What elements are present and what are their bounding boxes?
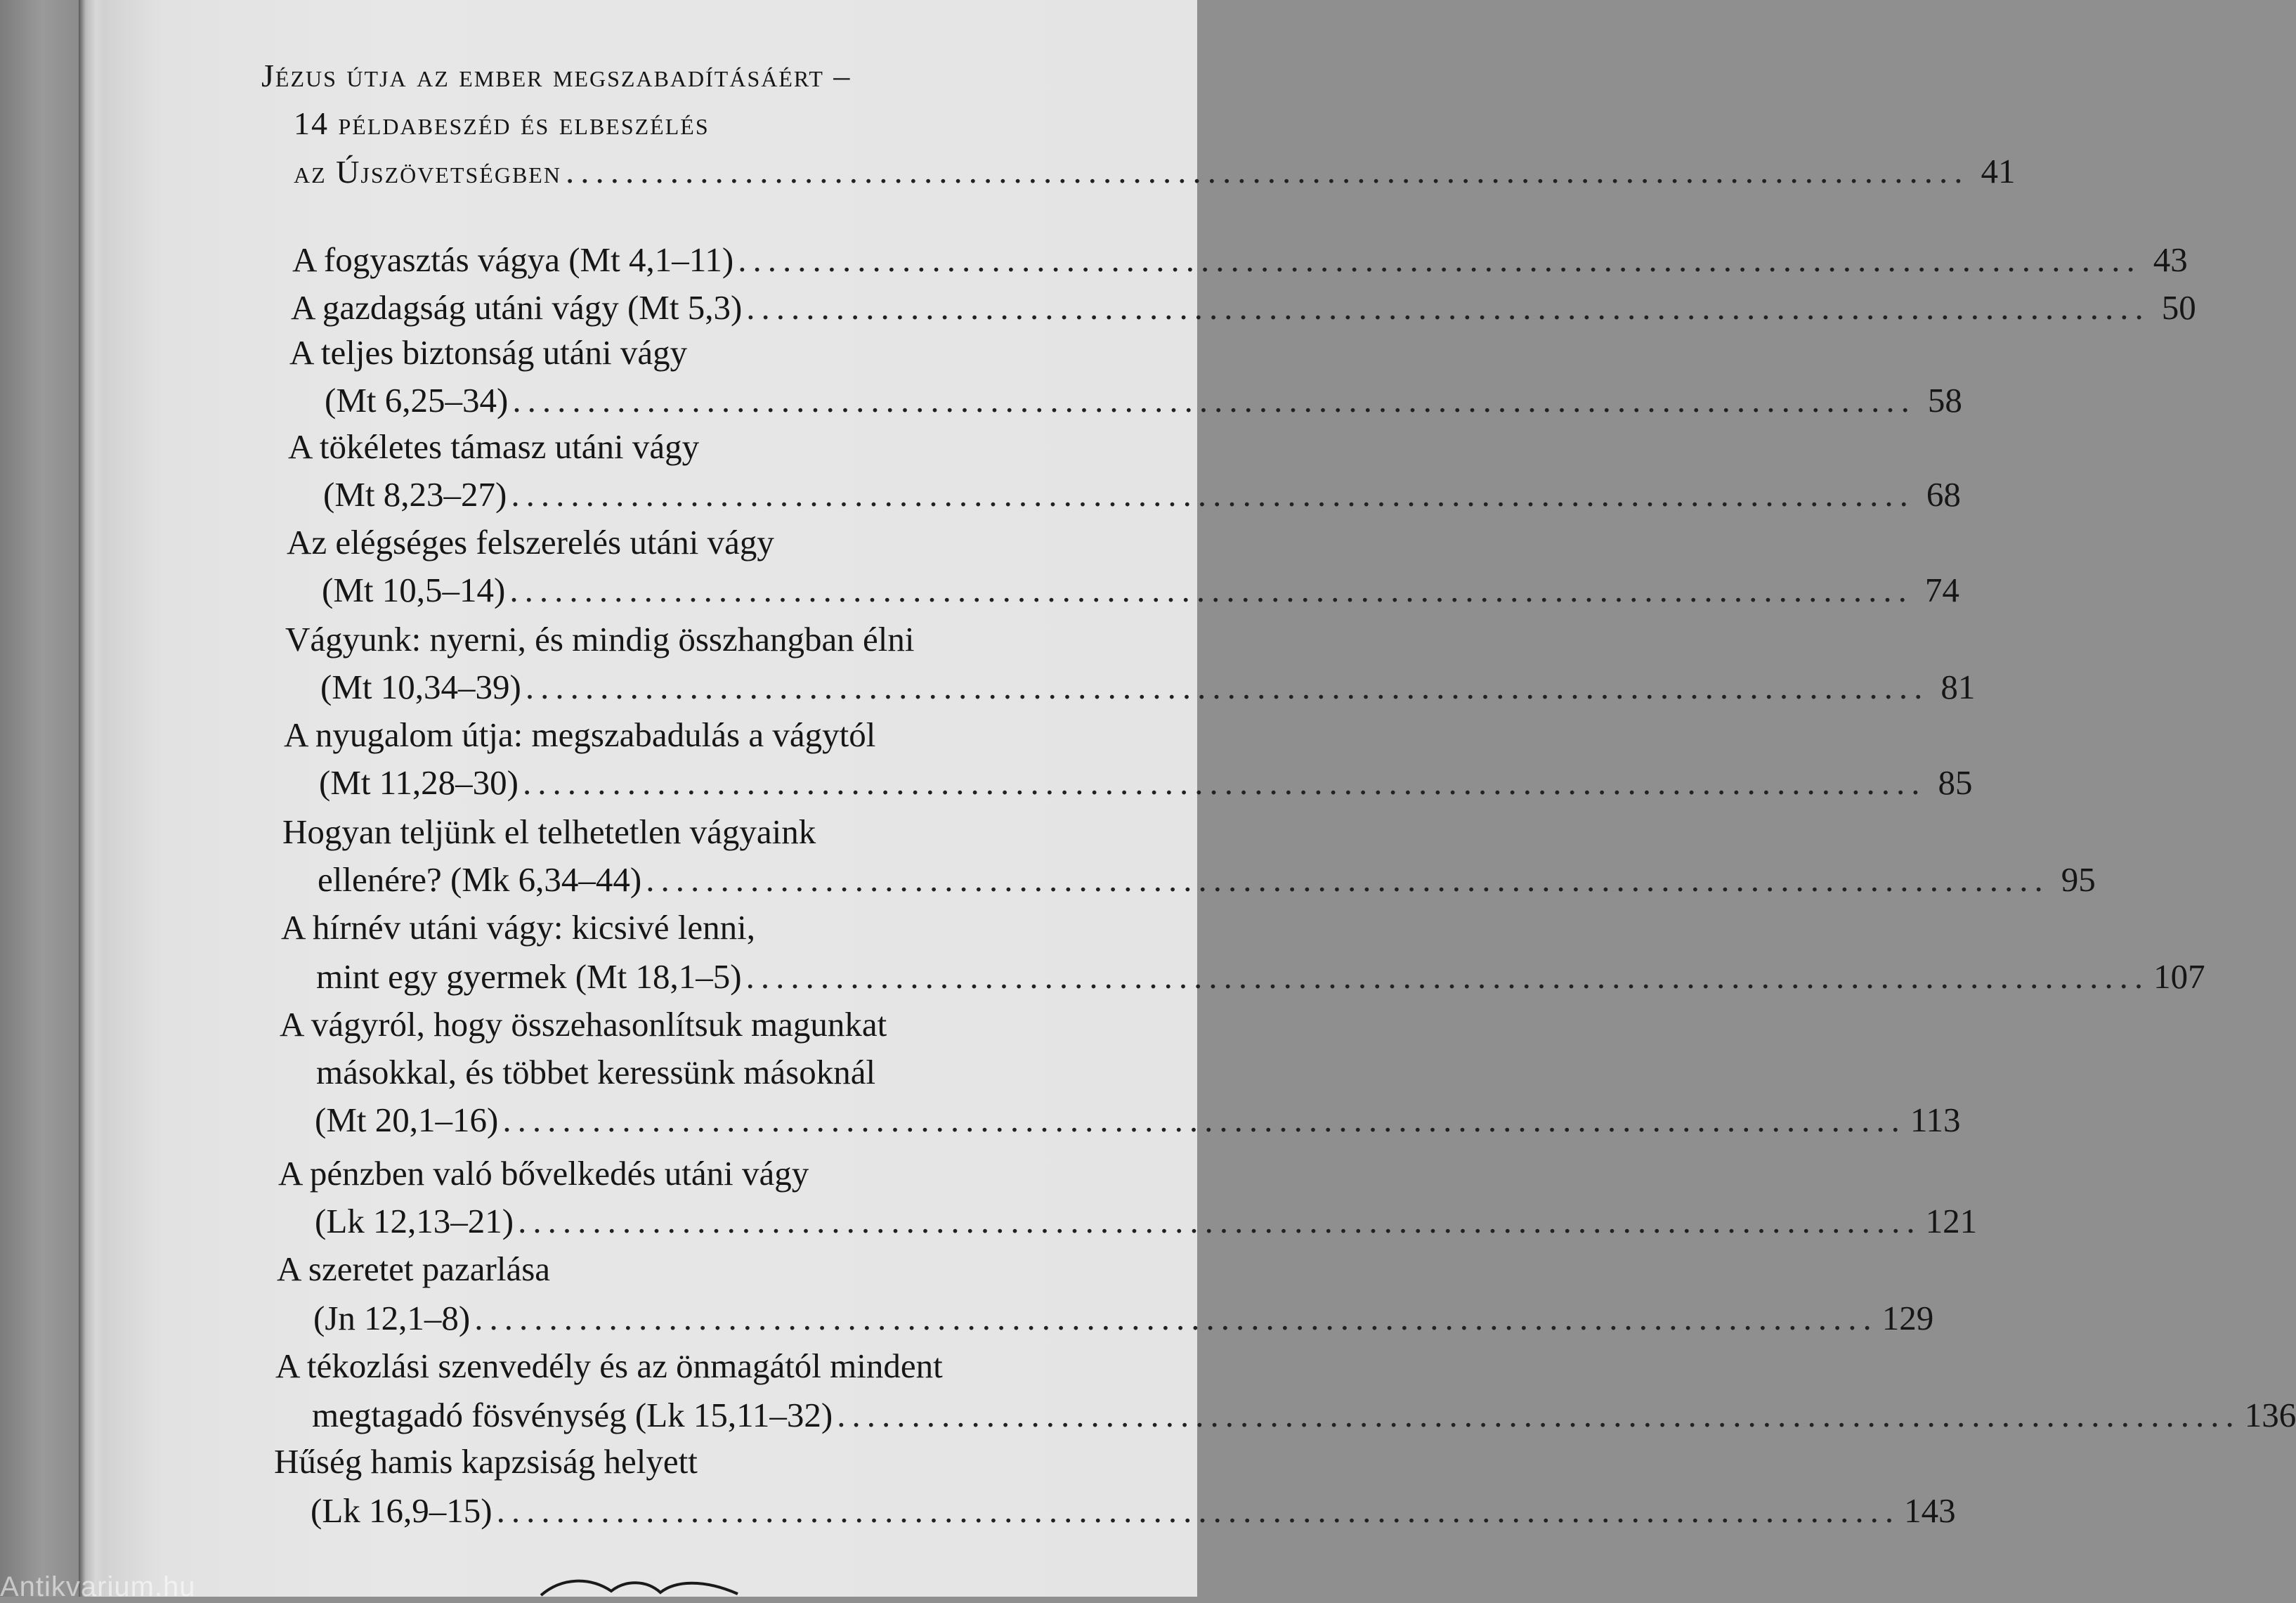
toc-entry-continuation — [318, 859, 2096, 901]
entry-title: A pénzben való bővelkedés utáni vágy — [278, 1154, 809, 1193]
entry-title: (Mt 11,28–30) — [319, 763, 518, 802]
toc-entry-continuation — [325, 379, 1962, 422]
entry-title: A gazdagság utáni vágy (Mt 5,3) — [291, 288, 743, 327]
page-number: 107 — [2153, 957, 2205, 996]
entry-title: (Lk 16,9–15) — [311, 1491, 493, 1530]
page-number: 41 — [1981, 152, 2016, 190]
entry-title: A hírnév utáni vágy: kicsivé lenni, — [281, 908, 755, 947]
toc-entry-continuation — [320, 666, 1976, 708]
leader-dots: .............................................................................................. — [474, 1299, 1878, 1337]
toc-entry-continuation — [313, 1297, 1934, 1339]
leader-dots: .............................................................................................. — [518, 1202, 1922, 1240]
leader-dots: .............................................................................................. — [738, 240, 2141, 279]
entry-title: (Mt 10,34–39) — [320, 668, 521, 706]
entry-title: (Mt 20,1–16) — [315, 1101, 499, 1139]
page-number: 136 — [2244, 1396, 2296, 1434]
entry-title: A szeretet pazarlása — [277, 1250, 551, 1288]
page-number: 50 — [2161, 288, 2196, 327]
section-heading-line — [294, 150, 2016, 193]
section-heading-text: az Újszövetségben — [294, 154, 561, 190]
leader-dots: .............................................................................................. — [837, 1396, 2240, 1434]
toc-entry — [274, 1441, 1103, 1483]
toc-entry-continuation — [315, 1200, 1978, 1242]
page-number: 113 — [1910, 1101, 1961, 1139]
entry-title: Az elégséges felszerelés utáni vágy — [287, 523, 774, 562]
entry-title: A vágyról, hogy összehasonlítsuk magunkat — [280, 1005, 887, 1044]
entry-title: A nyugalom útja: megszabadulás a vágytól — [284, 715, 876, 754]
entry-title: A tékozlási szenvedély és az önmagától mindent — [275, 1346, 943, 1385]
entry-title: megtagadó fösvénység (Lk 15,11–32) — [312, 1396, 833, 1434]
toc-entry-continuation — [316, 1051, 1103, 1093]
entry-title: másokkal, és többet keressünk másoknál — [316, 1053, 876, 1091]
leader-dots: .............................................................................................. — [565, 152, 1969, 190]
page-number: 129 — [1881, 1299, 1934, 1337]
leader-dots: .............................................................................................. — [509, 571, 1913, 609]
page-number: 85 — [1938, 763, 1973, 802]
entry-title: A teljes biztonság utáni vágy — [289, 333, 688, 372]
leader-dots: .............................................................................................. — [512, 381, 1916, 420]
leader-dots: .............................................................................................. — [523, 763, 1926, 802]
leader-dots: .............................................................................................. — [745, 957, 2150, 996]
entry-title: A tökéletes támasz utáni vágy — [288, 427, 700, 466]
toc-entry — [281, 907, 1103, 949]
leader-dots: .............................................................................................. — [525, 668, 1929, 706]
toc-entry-continuation — [323, 474, 1961, 516]
page-number: 121 — [1925, 1202, 1978, 1240]
toc-entry — [282, 811, 1103, 853]
entry-title: (Mt 8,23–27) — [323, 475, 507, 514]
leader-dots: .............................................................................................. — [646, 860, 2049, 899]
toc-entry — [277, 1248, 1103, 1290]
page-number: 143 — [1904, 1491, 1956, 1530]
toc-entry-continuation — [315, 1099, 1961, 1141]
ornament-icon — [534, 1574, 745, 1597]
entry-title: Hűség hamis kapzsiság helyett — [274, 1442, 698, 1481]
leader-dots: .............................................................................................. — [511, 475, 1915, 514]
entry-title: ellenére? (Mk 6,34–44) — [318, 860, 642, 899]
toc-entry-continuation — [316, 956, 2205, 998]
toc-entry-continuation — [322, 569, 1959, 611]
leader-dots: .............................................................................................. — [496, 1491, 1900, 1530]
watermark-text: Antikvarium.hu — [0, 1571, 196, 1602]
leader-dots: .............................................................................................. — [746, 288, 2150, 327]
entry-title: (Mt 6,25–34) — [325, 381, 509, 420]
page-number: 95 — [2061, 860, 2096, 899]
page-number: 58 — [1927, 381, 1962, 420]
section-heading-line — [294, 103, 1109, 145]
toc-entry — [288, 426, 1102, 468]
leader-dots: .............................................................................................. — [502, 1101, 1906, 1139]
page-number: 68 — [1926, 475, 1961, 514]
entry-title: Vágyunk: nyerni, és mindig összhangban élni — [285, 620, 915, 658]
toc-entry — [278, 1153, 1103, 1195]
page-number: 43 — [2153, 240, 2188, 279]
toc-entry-continuation — [311, 1490, 1956, 1532]
entry-title: (Mt 10,5–14) — [322, 571, 506, 609]
entry-title: Hogyan teljünk el telhetetlen vágyaink — [282, 812, 816, 851]
toc-entry — [284, 714, 1103, 756]
toc-entry — [275, 1345, 1103, 1387]
entry-title: mint egy gyermek (Mt 18,1–5) — [316, 957, 742, 996]
toc-entry — [289, 332, 1102, 374]
page-number: 81 — [1940, 668, 1976, 706]
section-heading-line — [261, 55, 1104, 97]
page-number: 74 — [1924, 571, 1959, 609]
toc-entry — [291, 287, 2196, 329]
entry-title: (Lk 12,13–21) — [315, 1202, 514, 1240]
section-heading-text: Jézus útja az ember megszabadításáért – — [261, 58, 852, 93]
toc-entry — [287, 521, 1102, 564]
entry-title: A fogyasztás vágya (Mt 4,1–11) — [292, 240, 734, 279]
toc-entry — [280, 1004, 1103, 1046]
entry-title: (Jn 12,1–8) — [313, 1299, 471, 1337]
section-heading-text: 14 példabeszéd és elbeszélés — [294, 105, 710, 141]
toc-entry-continuation — [312, 1394, 2296, 1436]
toc-entry — [292, 239, 2188, 281]
toc-entry-continuation — [319, 762, 1973, 804]
toc-entry — [285, 618, 1103, 661]
